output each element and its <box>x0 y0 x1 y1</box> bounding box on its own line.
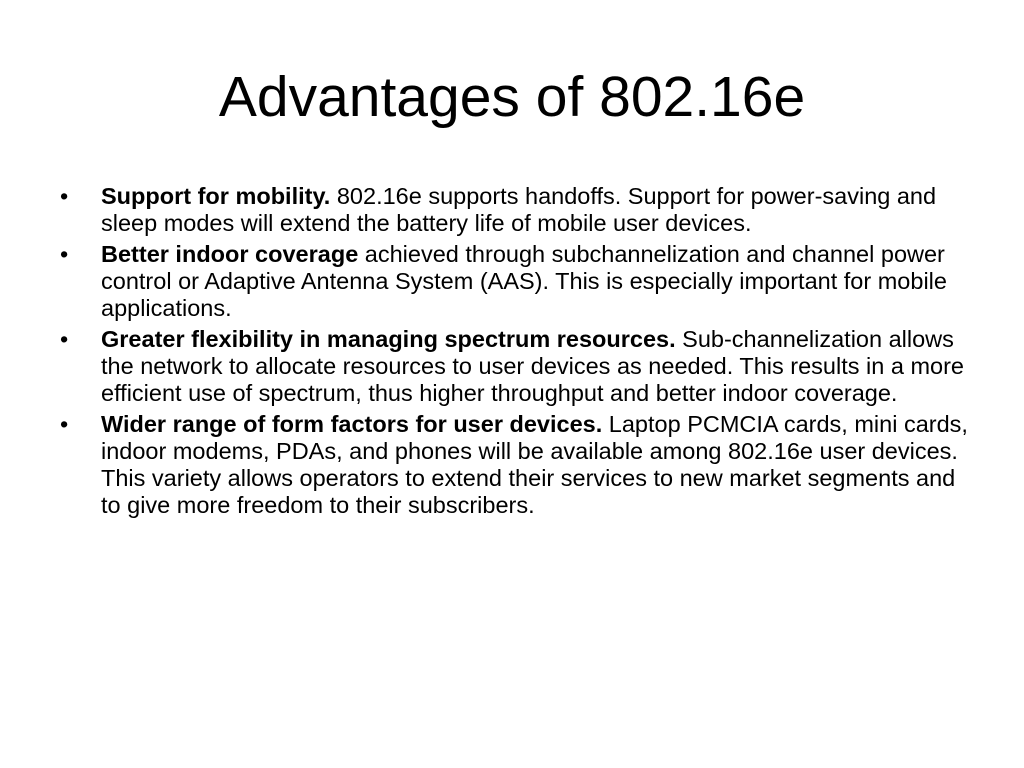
bullet-item-spectrum-flexibility <box>60 326 972 407</box>
bullet-icon: • <box>60 241 69 267</box>
bullet-text: achieved through subchannelization and channel power control or Adaptive Antenna System (AAS). This is especially important for mobile applications. <box>101 241 947 321</box>
slide-title: Advantages of 802.16e <box>218 65 806 129</box>
bullet-icon: • <box>60 326 69 352</box>
bullet-text: Laptop PCMCIA cards, mini cards, indoor modems, PDAs, and phones will be available among 802.16e user devices. This variety allows operators to extend their services to new market segments and to give more freedom to their subscribers. <box>101 411 968 518</box>
bullet-text: 802.16e supports handoffs. Support for power-saving and sleep modes will extend the battery life of mobile user devices. <box>101 183 937 236</box>
bullet-list <box>60 183 972 523</box>
bullet-icon: • <box>60 183 69 209</box>
bullet-item-mobility <box>60 183 972 237</box>
bullet-icon: • <box>60 411 69 437</box>
bullet-heading: Support for mobility. <box>101 183 331 209</box>
bullet-heading: Greater flexibility in managing spectrum resources. <box>101 326 676 352</box>
bullet-heading: Wider range of form factors for user devices. <box>101 411 603 437</box>
bullet-heading: Better indoor coverage <box>101 241 359 267</box>
bullet-item-form-factors <box>60 411 972 519</box>
bullet-text: Sub-channelization allows the network to allocate resources to user devices as needed. This results in a more efficient use of spectrum, thus higher throughput and better indoor coverage. <box>101 326 964 406</box>
bullet-item-indoor-coverage <box>60 241 972 322</box>
